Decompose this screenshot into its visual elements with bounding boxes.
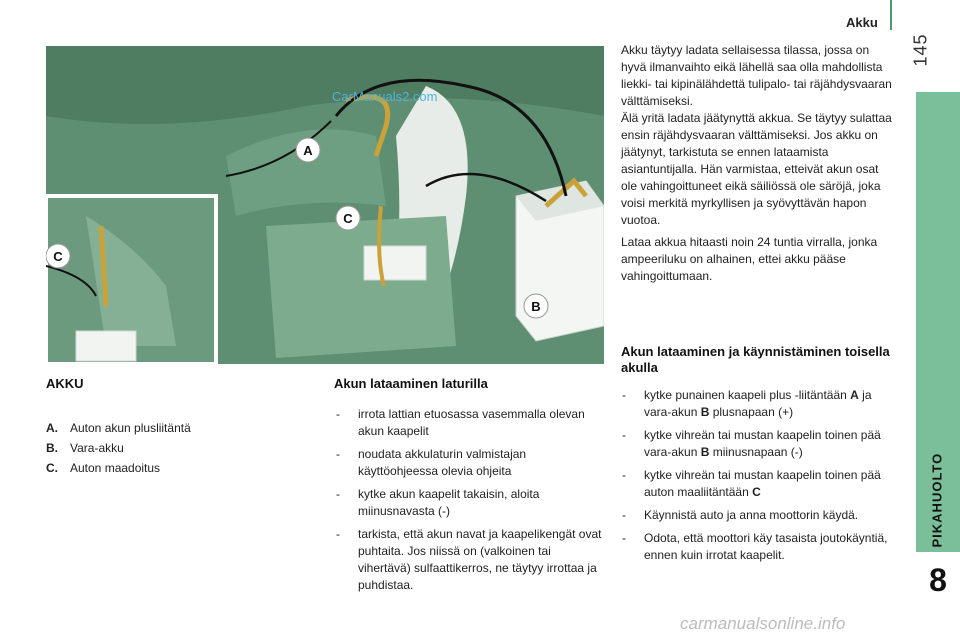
footer-watermark: carmanualsonline.info [680,614,846,633]
battery-illustration-svg [46,46,604,364]
charger-section-title: Akun lataaminen laturilla [334,376,488,391]
slow-charge-paragraph: Lataa akkua hitaasti noin 24 tuntia virralla, jonka ampeeriluku on alhainen, ettei akku pääse vahingoittumaan. [621,235,878,283]
list-item: - Odota, että moottori käy tasaista joutokäyntiä, ennen kuin irrotat kaapelit. [622,531,888,562]
callout-b [524,294,548,318]
svg-text:B: B [531,299,541,314]
chapter-tab-label: PIKAHUOLTO [929,452,945,548]
legend-item-b: B. Vara-akku [46,441,124,455]
callout-c-inset [46,244,70,268]
list-item: - tarkista, että akun navat ja kaapelikengät ovat puhtaita. Jos niissä on (valkoinen tai vihertävä) sulfaattikerros, ne täytyy irrottaa ja puhdistaa. [336,527,602,592]
list-item: - kytke akun kaapelit takaisin, aloita miinusnavasta (-) [336,487,540,518]
svg-text:C: C [343,211,353,226]
chapter-tab-label-box [917,452,957,550]
list-item: - kytke punainen kaapeli plus -liitäntään A ja vara-akun B plusnapaan (+) [622,388,872,419]
page-number: 145 [910,33,931,67]
jumpstart-steps-list [622,387,894,570]
header-divider [890,0,892,30]
battery-illustration [46,46,604,364]
charger-steps-list [336,406,604,600]
chapter-number: 8 [929,562,947,598]
callout-a [296,138,320,162]
figure-watermark: CarManuals2.com [332,89,438,104]
list-item: - irrota lattian etuosassa vasemmalla olevan akun kaapelit [336,407,585,438]
legend-title: AKKU [46,376,84,391]
legend-item-a: A. Auton akun plusliitäntä [46,421,191,435]
legend-item-c: C. Auton maadoitus [46,461,161,475]
list-item: - noudata akkulaturin valmistajan käyttöohjeessa olevia ohjeita [336,447,527,478]
list-item: - kytke vihreän tai mustan kaapelin toinen pää auton maaliitäntään C [622,468,881,499]
list-item: - Käynnistä auto ja anna moottorin käydä. [622,508,859,522]
svg-text:A: A [303,143,313,158]
charging-warning-paragraph: Akku täytyy ladata sellaisessa tilassa, jossa on hyvä ilmanvaihto eikä lähellä saa olla mahdollista liekki- tai kipinälähdettä tulipalo- tai räjähdysvaaran välttämiseksi. [621,43,892,108]
jumpstart-section-title: Akun lataaminen ja käynnistäminen toisella akulla [621,344,890,375]
svg-text:C: C [53,249,63,264]
callout-c-main [336,206,360,230]
page-header-title: Akku [846,15,878,30]
frozen-battery-paragraph: Älä yritä ladata jäätynyttä akkua. Se täytyy sulattaa ensin räjähdysvaaran välttämiseksi. Jos akku on jäätynyt, tarkistuta se ennen lataamista asiantuntijalla. Hän varmistaa, etteivät akun osat ole vahingoittuneet eikä säiliössä ole säröjä, joka voisi merkitä myrkyllisen ja syövyttävän hapon vuotoa. [621,111,892,227]
list-item: - kytke vihreän tai mustan kaapelin toinen pää vara-akun B miinusnapaan (-) [622,428,881,459]
